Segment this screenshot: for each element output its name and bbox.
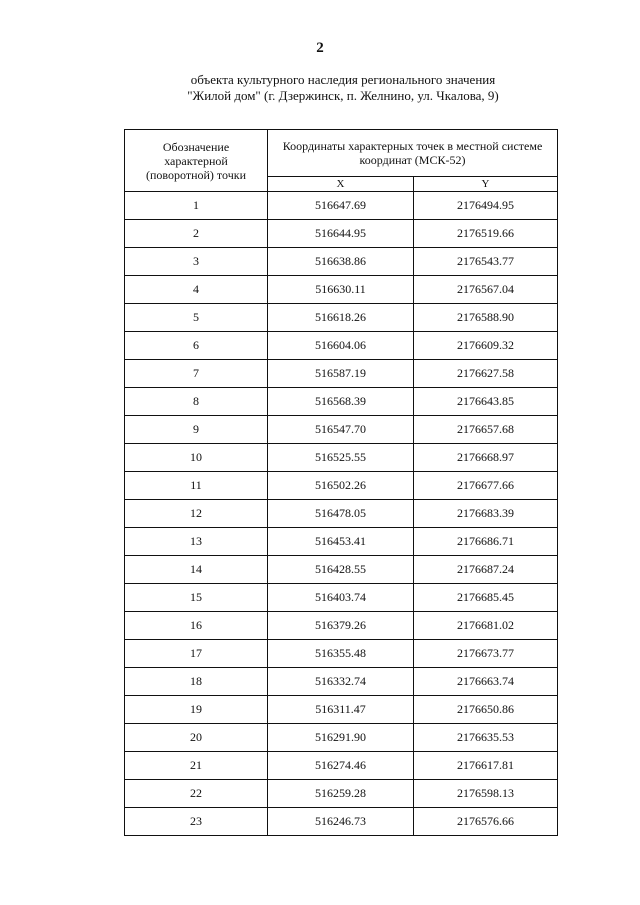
y-coordinate-cell: 2176617.81 [414, 752, 558, 780]
coords-header-line-1: Координаты характерных точек в местной системе [282, 138, 543, 153]
point-header-line-3: (поворотной) точки [146, 167, 246, 182]
table-row [125, 556, 558, 584]
table-row [125, 444, 558, 472]
table-row [125, 360, 558, 388]
table-row [125, 416, 558, 444]
x-coordinate-cell: 516274.46 [268, 752, 414, 780]
table-row [125, 724, 558, 752]
heading-line-1: объекта культурного наследия регионального значения [190, 72, 496, 87]
table-row [125, 248, 558, 276]
y-coordinate-cell: 2176519.66 [414, 220, 558, 248]
y-coordinate-cell: 2176673.77 [414, 640, 558, 668]
x-column-header: X [268, 176, 414, 191]
heading-line-2: "Жилой дом" (г. Дзержинск, п. Желнино, ул. Чкалова, 9) [187, 88, 499, 103]
y-coordinate-cell: 2176588.90 [414, 304, 558, 332]
table-row [125, 584, 558, 612]
coordinates-table [124, 129, 558, 836]
y-coordinate-cell: 2176543.77 [414, 248, 558, 276]
y-coordinate-cell: 2176576.66 [414, 808, 558, 836]
x-coordinate-cell: 516291.90 [268, 724, 414, 752]
point-cell: 13 [125, 528, 268, 556]
point-cell: 4 [125, 276, 268, 304]
table-row [125, 192, 558, 220]
x-coordinate-cell: 516453.41 [268, 528, 414, 556]
coordinates-column-header [268, 130, 558, 177]
x-coordinate-cell: 516618.26 [268, 304, 414, 332]
x-coordinate-cell: 516403.74 [268, 584, 414, 612]
y-coordinate-cell: 2176635.53 [414, 724, 558, 752]
point-cell: 11 [125, 472, 268, 500]
document-heading [0, 72, 640, 104]
y-coordinate-cell: 2176598.13 [414, 780, 558, 808]
point-cell: 19 [125, 696, 268, 724]
y-coordinate-cell: 2176686.71 [414, 528, 558, 556]
y-coordinate-cell: 2176663.74 [414, 668, 558, 696]
y-coordinate-cell: 2176685.45 [414, 584, 558, 612]
y-coordinate-cell: 2176683.39 [414, 500, 558, 528]
y-coordinate-cell: 2176668.97 [414, 444, 558, 472]
coords-header-line-2: координат (МСК-52) [359, 152, 466, 167]
point-cell: 6 [125, 332, 268, 360]
point-column-header [125, 130, 268, 192]
point-cell: 22 [125, 780, 268, 808]
point-cell: 21 [125, 752, 268, 780]
page-number: 2 [316, 40, 324, 56]
x-coordinate-cell: 516428.55 [268, 556, 414, 584]
table-row [125, 388, 558, 416]
point-cell: 10 [125, 444, 268, 472]
x-coordinate-cell: 516379.26 [268, 612, 414, 640]
y-coordinate-cell: 2176643.85 [414, 388, 558, 416]
point-cell: 18 [125, 668, 268, 696]
table-row [125, 528, 558, 556]
x-coordinate-cell: 516647.69 [268, 192, 414, 220]
table-row [125, 276, 558, 304]
y-coordinate-cell: 2176609.32 [414, 332, 558, 360]
table-row [125, 668, 558, 696]
x-coordinate-cell: 516502.26 [268, 472, 414, 500]
point-cell: 1 [125, 192, 268, 220]
table-row [125, 332, 558, 360]
coordinates-table-body [125, 192, 558, 836]
table-row [125, 304, 558, 332]
table-row [125, 500, 558, 528]
table-row [125, 472, 558, 500]
x-coordinate-cell: 516332.74 [268, 668, 414, 696]
table-row [125, 220, 558, 248]
x-coordinate-cell: 516547.70 [268, 416, 414, 444]
point-cell: 8 [125, 388, 268, 416]
table-row [125, 612, 558, 640]
x-coordinate-cell: 516246.73 [268, 808, 414, 836]
y-coordinate-cell: 2176627.58 [414, 360, 558, 388]
x-coordinate-cell: 516525.55 [268, 444, 414, 472]
table-row [125, 752, 558, 780]
x-coordinate-cell: 516355.48 [268, 640, 414, 668]
x-coordinate-cell: 516568.39 [268, 388, 414, 416]
y-coordinate-cell: 2176494.95 [414, 192, 558, 220]
y-column-header: Y [414, 176, 558, 191]
table-row [125, 696, 558, 724]
table-row [125, 808, 558, 836]
x-coordinate-cell: 516587.19 [268, 360, 414, 388]
point-header-line-2: характерной [164, 153, 228, 168]
point-cell: 12 [125, 500, 268, 528]
y-coordinate-cell: 2176677.66 [414, 472, 558, 500]
point-cell: 9 [125, 416, 268, 444]
point-cell: 2 [125, 220, 268, 248]
x-coordinate-cell: 516259.28 [268, 780, 414, 808]
y-coordinate-cell: 2176681.02 [414, 612, 558, 640]
y-coordinate-cell: 2176657.68 [414, 416, 558, 444]
point-header-line-1: Обозначение [162, 139, 230, 154]
point-cell: 17 [125, 640, 268, 668]
x-coordinate-cell: 516638.86 [268, 248, 414, 276]
x-coordinate-cell: 516644.95 [268, 220, 414, 248]
point-cell: 23 [125, 808, 268, 836]
table-row [125, 640, 558, 668]
point-cell: 5 [125, 304, 268, 332]
x-coordinate-cell: 516478.05 [268, 500, 414, 528]
x-coordinate-cell: 516311.47 [268, 696, 414, 724]
point-cell: 7 [125, 360, 268, 388]
point-cell: 14 [125, 556, 268, 584]
x-coordinate-cell: 516630.11 [268, 276, 414, 304]
x-coordinate-cell: 516604.06 [268, 332, 414, 360]
y-coordinate-cell: 2176650.86 [414, 696, 558, 724]
y-coordinate-cell: 2176567.04 [414, 276, 558, 304]
table-row [125, 780, 558, 808]
point-cell: 15 [125, 584, 268, 612]
point-cell: 3 [125, 248, 268, 276]
point-cell: 16 [125, 612, 268, 640]
y-coordinate-cell: 2176687.24 [414, 556, 558, 584]
point-cell: 20 [125, 724, 268, 752]
